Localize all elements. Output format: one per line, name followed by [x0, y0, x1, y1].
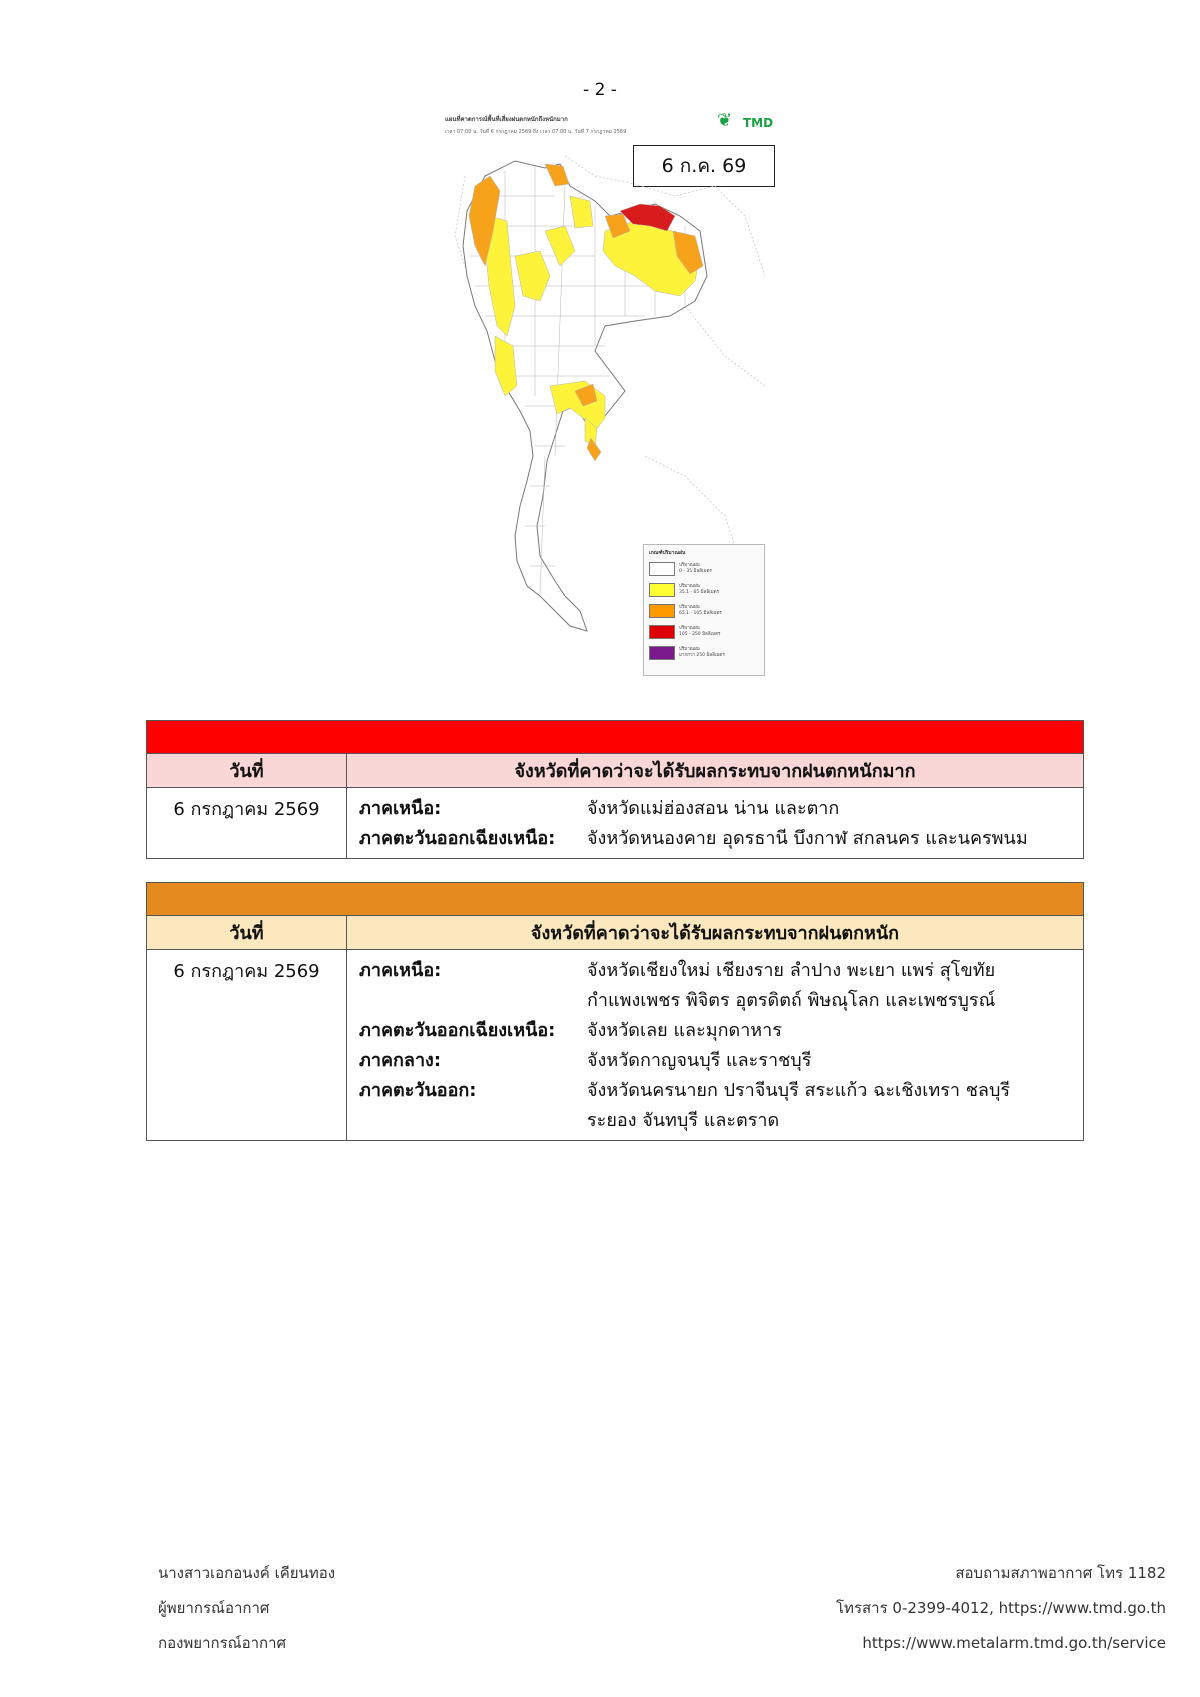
page-number: - 2 -	[583, 80, 617, 100]
col-provinces-header: จังหวัดที่คาดว่าจะได้รับผลกระทบจากฝนตกหนักมาก	[514, 761, 916, 782]
region-name: ภาคตะวันออก:	[359, 1080, 477, 1101]
severity-bar-orange	[147, 883, 1083, 916]
date-cell: 6 กรกฎาคม 2569	[147, 950, 347, 1140]
region-name: ภาคกลาง:	[359, 1050, 442, 1071]
province-list: จังหวัดเลย และมุกดาหาร	[587, 1020, 782, 1041]
table-row	[359, 1046, 1083, 1076]
legend-label: 35.1 - 65 มิลลิเมตร	[679, 590, 719, 595]
green-leaf-logo-icon: ❦	[717, 110, 733, 131]
province-list: จังหวัดหนองคาย อุดรธานี บึงกาฬ สกลนคร และนครพนม	[587, 828, 1028, 849]
forecaster-division: กองพยากรณ์อากาศ	[158, 1634, 287, 1652]
map-subtitle: เวลา 07:00 น. วันที่ 6 กรกฎาคม 2569 ถึง เวลา 07:00 น. วันที่ 7 กรกฎาคม 2569	[445, 129, 627, 135]
legend-label-top: ปริมาณฝน	[679, 563, 700, 568]
col-date-header: วันที่	[147, 916, 347, 949]
province-list: จังหวัดเชียงใหม่ เชียงราย ลำปาง พะเยา แพร่ สุโขทัย กำแพงเพชร พิจิตร อุตรดิตถ์ พิษณุโลก และเพชรบูรณ์	[587, 960, 996, 1011]
forecaster-name: นางสาวเอกอนงค์ เคียนทอง	[158, 1564, 336, 1582]
table-row	[359, 794, 1083, 824]
forecaster-title: ผู้พยากรณ์อากาศ	[158, 1599, 270, 1617]
map-date-label: 6 ก.ค. 69	[633, 145, 775, 187]
region-list	[347, 950, 1083, 1140]
province-list: จังหวัดนครนายก ปราจีนบุรี สระแก้ว ฉะเชิงเทรา ชลบุรี ระยอง จันทบุรี และตราด	[587, 1080, 1011, 1131]
region-name: ภาคตะวันออกเฉียงเหนือ:	[359, 1020, 556, 1041]
legend-label-top: ปริมาณฝน	[679, 626, 700, 631]
legend-label: 105 - 250 มิลลิเมตร	[679, 632, 721, 637]
region-list	[347, 788, 1083, 858]
legend-swatch	[649, 583, 675, 597]
rainfall-legend	[643, 544, 765, 676]
hotline-text: สอบถามสภาพอากาศ โทร 1182	[955, 1564, 1166, 1582]
region-name: ภาคเหนือ:	[359, 960, 442, 981]
table-row	[359, 956, 1083, 1016]
table-header	[147, 754, 1083, 788]
table-body	[147, 950, 1083, 1140]
legend-swatch	[649, 604, 675, 618]
forecaster-signature	[158, 1556, 335, 1661]
severity-bar-red	[147, 721, 1083, 754]
table-row	[359, 824, 1083, 854]
legend-swatch	[649, 562, 675, 576]
table-row	[359, 1076, 1083, 1136]
legend-label: มากกว่า 250 มิลลิเมตร	[679, 653, 725, 658]
legend-swatch	[649, 646, 675, 660]
col-date-header: วันที่	[147, 754, 347, 787]
region-name: ภาคตะวันออกเฉียงเหนือ:	[359, 828, 556, 849]
legend-title: เกณฑ์ปริมาณฝน	[649, 550, 686, 556]
province-list: จังหวัดกาญจนบุรี และราชบุรี	[587, 1050, 812, 1071]
legend-label-top: ปริมาณฝน	[679, 647, 700, 652]
table-row	[359, 1016, 1083, 1046]
rainfall-forecast-map	[445, 108, 775, 688]
legend-item	[649, 603, 759, 619]
region-name: ภาคเหนือ:	[359, 798, 442, 819]
legend-item	[649, 561, 759, 577]
legend-swatch	[649, 625, 675, 639]
date-cell: 6 กรกฎาคม 2569	[147, 788, 347, 858]
agency-logos	[717, 110, 777, 138]
map-header	[445, 114, 705, 136]
legend-label-top: ปริมาณฝน	[679, 605, 700, 610]
fax-website-link[interactable]: โทรสาร 0-2399-4012, https://www.tmd.go.th	[836, 1599, 1166, 1617]
heavy-rain-table	[146, 882, 1084, 1141]
very-heavy-rain-table	[146, 720, 1084, 859]
legend-item	[649, 645, 759, 661]
tmd-logo: TMD	[743, 116, 774, 130]
table-body	[147, 788, 1083, 858]
metalarm-link[interactable]: https://www.metalarm.tmd.go.th/service	[862, 1634, 1166, 1652]
legend-label-top: ปริมาณฝน	[679, 584, 700, 589]
col-provinces-header: จังหวัดที่คาดว่าจะได้รับผลกระทบจากฝนตกหนัก	[530, 923, 900, 944]
legend-item	[649, 582, 759, 598]
legend-item	[649, 624, 759, 640]
map-title: แผนที่คาดการณ์พื้นที่เสี่ยงฝนตกหนักถึงหนักมาก	[445, 116, 568, 123]
contact-info	[836, 1556, 1166, 1661]
table-header	[147, 916, 1083, 950]
province-list: จังหวัดแม่ฮ่องสอน น่าน และตาก	[587, 798, 840, 819]
legend-label: 65.1 - 105 มิลลิเมตร	[679, 611, 722, 616]
legend-label: 0 - 35 มิลลิเมตร	[679, 569, 712, 574]
